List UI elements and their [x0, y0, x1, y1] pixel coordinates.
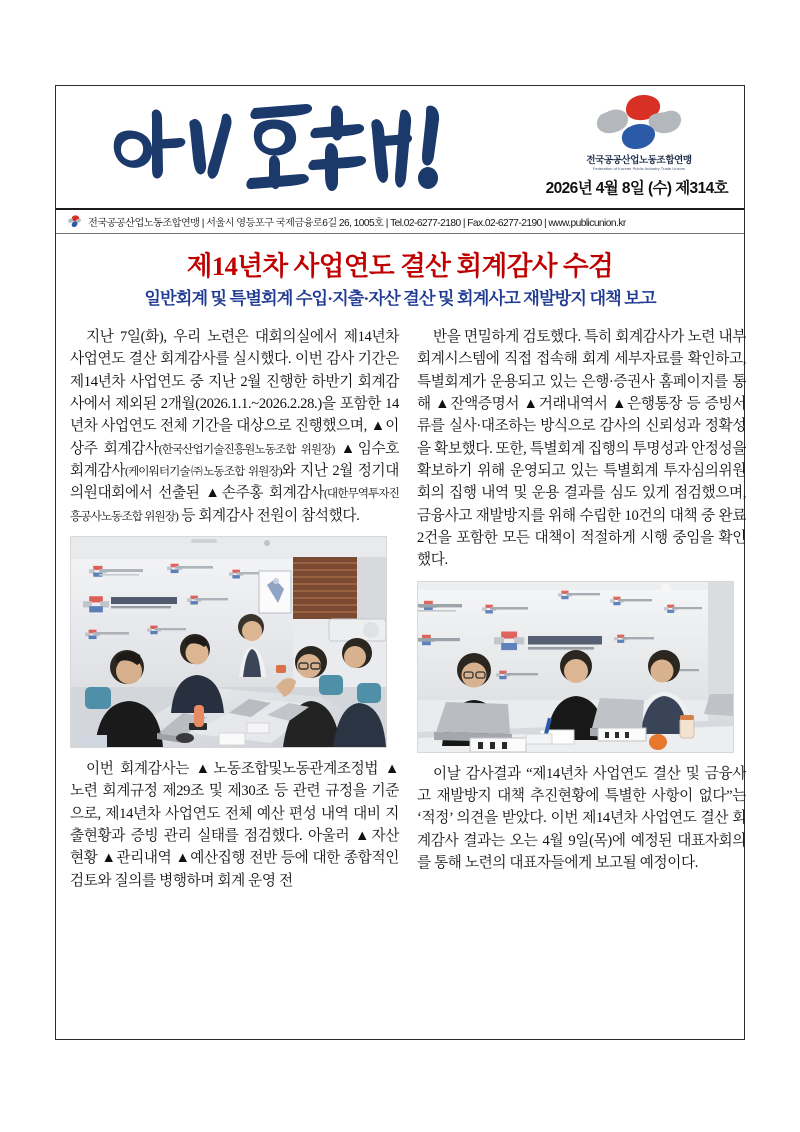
left-paragraph-2: 이번 회계감사는 ▲노동조합및노동관계조정법 ▲노련 회계규정 제29조 및 제30조 등 관련 규정을 기준으로, 제14년차 사업연도 전체 예산 편성 내역 대비 지출현황과 증빙 관리 실태를 점검했다. 아울러 ▲자산 현황 ▲관리내역 ▲예산집행 전반 등에 대한 종합적인 검토와 질의를 병행하며 회계 운영 전	[70, 761, 399, 889]
left-column	[70, 326, 399, 901]
federation-logo-block	[550, 92, 728, 172]
article-body	[56, 314, 744, 901]
logo-name-english: Federation of Korean Public Industry Trade Unions	[592, 166, 686, 172]
federation-mini-logo-icon	[68, 215, 81, 228]
headline-area	[56, 234, 744, 314]
right-paragraph-1: 반을 면밀하게 검토했다. 특히 회계감사가 노련 내부 회계시스템에 직접 접속해 회계 세부자료를 확인하고, 특별회계가 운용되고 있는 은행·증권사 홈페이지를 통해 ▲잔액증명서 ▲거래내역서 ▲은행통장 등 증빙서류를 실사·대조하는 방식으로 감사의 신뢰성과 정확성을 확보했다. 또한, 특별회계 집행의 투명성과 안정성을 확보하기 위해 운영되고 있는 특별회계 투자심의위원회의 집행 내역 및 운용 결과를 심도 있게 점검했으며, 금융사고 재발방지를 위해 수립한 10건의 대책 중 완료 2건을 포함한 모든 대책이 적절하게 시행 중임을 확인했다.	[417, 329, 746, 569]
page-subtitle: 일반회계 및 특별회계 수입·지출·자산 결산 및 회계사고 재발방지 대책 보고	[144, 289, 656, 309]
left-para1-part-b: ▲임수호 회계감사	[70, 440, 399, 480]
left-paragraph-1	[70, 326, 399, 527]
issue-date-line: 2026년 4월 8일 (수) 제314호	[545, 180, 728, 197]
left-para1-org-1: (한국산업기술진흥원노동조합 위원장)	[158, 442, 335, 456]
left-para1-org-3: (대한무역투자진흥공사노동조합 위원장)	[70, 487, 399, 523]
federation-logo-icon	[593, 92, 685, 154]
left-para1-part-a: 지난 7일(화), 우리 노련은 대회의실에서 제14년차 사업연도 결산 회계감사를 실시했다. 이번 감사 기간은 제14년차 사업연도 중 지난 2월 진행한 하반기 회계감사에서 제외된 2개월(2026.1.1.~2026.2.28.)을 포함한 14년차 사업연도 전체 기간을 대상으로 진행했으며, ▲이상주 회계감사	[70, 329, 399, 457]
contact-strip	[56, 208, 744, 234]
right-column	[417, 326, 746, 901]
left-para1-part-c: 와 지난 2월 정기대의원대회에서 선출된 ▲손주홍 회계감사	[70, 463, 399, 502]
page-title: 제14년차 사업연도 결산 회계감사 수검	[186, 251, 614, 281]
auditors-at-table-photo	[417, 581, 734, 753]
contact-info-text: 전국공공산업노동조합연맹 | 서울시 영등포구 국제금융로6길 26, 1005호 | Tel.02-6277-2180 | Fax.02-6277-2190 | www.publicunion.kr	[88, 218, 626, 229]
right-paragraph-2: 이날 감사결과 “제14년차 사업연도 결산 및 금융사고 재발방지 대책 추진현황에 특별한 사항이 없다”는 ‘적정’ 의견을 받았다. 이번 제14년차 사업연도 결산 회계감사 결과는 오는 4월 9일(목)에 예정된 대표자회의를 통해 노련의 대표자들에게 보고될 예정이다.	[417, 765, 746, 872]
audit-meeting-wide-photo	[70, 536, 387, 748]
left-para1-org-2: (케이워터기술㈜노동조합 위원장)	[125, 465, 282, 479]
brush-title-logo	[106, 90, 466, 195]
masthead	[56, 86, 744, 208]
logo-name-korean: 전국공공산업노동조합연맹	[586, 155, 692, 166]
left-para1-part-d: 등 회계감사 전원이 참석했다.	[177, 507, 360, 524]
newsletter-page	[55, 85, 745, 1040]
